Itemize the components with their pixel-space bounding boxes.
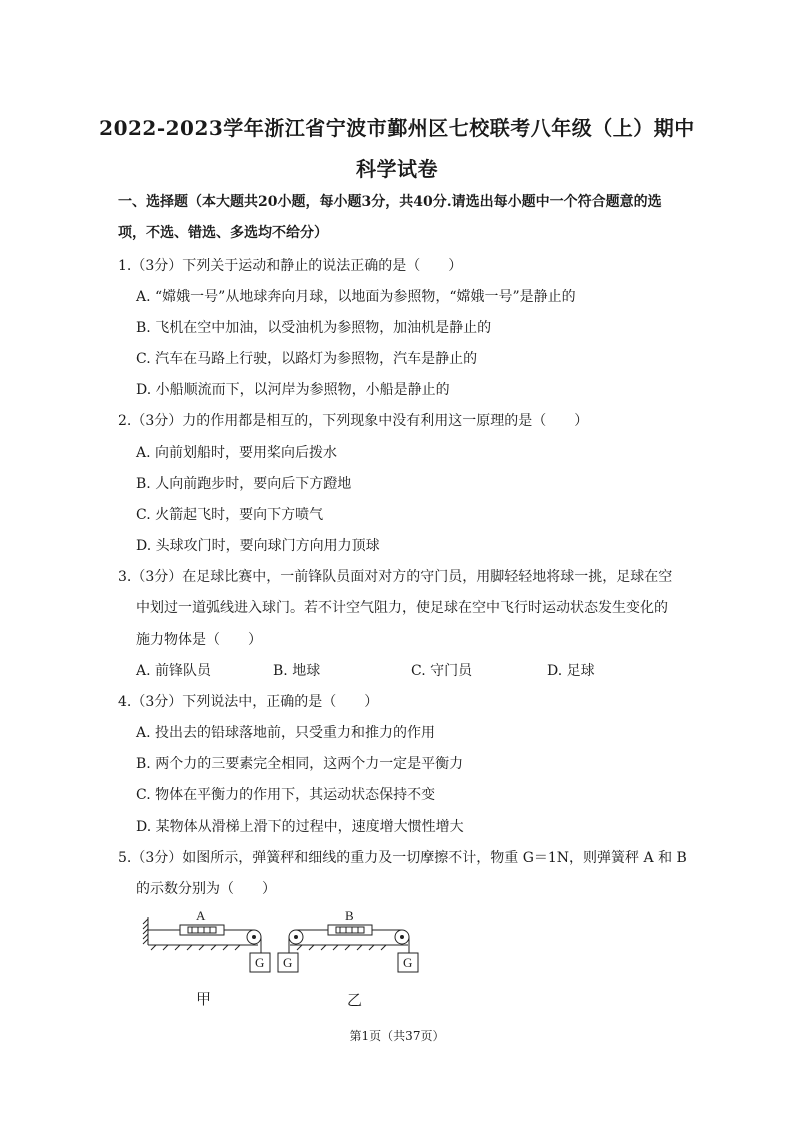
- weight-label-mid: G: [283, 955, 293, 970]
- q1-option-d: D. 小船顺流而下，以河岸为参照物，小船是静止的: [136, 382, 450, 398]
- q3-options: [136, 661, 636, 681]
- q2-option-d: D. 头球攻门时，要向球门方向用力顶球: [136, 538, 380, 554]
- q1-option-c: C. 汽车在马路上行驶，以路灯为参照物，汽车是静止的: [136, 351, 478, 367]
- spring-scale-figure: [140, 905, 430, 985]
- scale-a-label: A: [196, 908, 206, 923]
- q3-option-a: A. 前锋队员: [136, 663, 212, 679]
- weight-label-right: G: [403, 955, 413, 970]
- q5-stem-line1: 5.（3分）如图所示，弹簧秤和细线的重力及一切摩擦不计，物重 G＝1N，则弹簧秤 A 和 B: [118, 850, 687, 866]
- figure-caption-left: 甲: [196, 990, 212, 1008]
- section-heading-line2: 项，不选、错选、多选均不给分）: [118, 225, 328, 241]
- exam-title-line2: 科学试卷: [356, 157, 438, 181]
- q4-option-a: A. 投出去的铅球落地前，只受重力和推力的作用: [136, 725, 436, 741]
- q3-stem-line2: 中划过一道弧线进入球门。若不计空气阻力，使足球在空中飞行时运动状态发生变化的: [136, 600, 668, 616]
- q3-option-d: D. 足球: [547, 663, 595, 679]
- q4-option-c: C. 物体在平衡力的作用下，其运动状态保持不变: [136, 787, 436, 803]
- q4-option-b: B. 两个力的三要素完全相同，这两个力一定是平衡力: [136, 756, 464, 772]
- exam-title-line1: 2022-2023学年浙江省宁波市鄞州区七校联考八年级（上）期中: [99, 116, 695, 140]
- q3-option-b: B. 地球: [273, 663, 321, 679]
- q2-option-c: C. 火箭起飞时，要向下方喷气: [136, 507, 324, 523]
- q1-option-b: B. 飞机在空中加油，以受油机为参照物，加油机是静止的: [136, 320, 492, 336]
- weight-label-left: G: [255, 955, 265, 970]
- page-footer: 第1页（共37页）: [349, 1029, 445, 1043]
- q4-option-d: D. 某物体从滑梯上滑下的过程中，速度增大惯性增大: [136, 819, 464, 835]
- section-heading-line1: 一、选择题（本大题共20小题，每小题3分，共40分.请选出每小题中一个符合题意的选: [118, 194, 662, 210]
- q4-stem: 4.（3分）下列说法中，正确的是（ ）: [118, 694, 379, 710]
- scale-b-label: B: [345, 908, 354, 923]
- q2-option-b: B. 人向前跑步时，要向后下方蹬地: [136, 476, 352, 492]
- q2-stem: 2.（3分）力的作用都是相互的，下列现象中没有利用这一原理的是（ ）: [118, 413, 589, 429]
- q1-option-a: A. “嫦娥一号”从地球奔向月球，以地面为参照物，“嫦娥一号”是静止的: [136, 289, 576, 305]
- q3-stem-line1: 3.（3分）在足球比赛中，一前锋队员面对对方的守门员，用脚轻轻地将球一挑，足球在空: [118, 569, 673, 585]
- q3-option-c: C. 守门员: [411, 663, 473, 679]
- q2-option-a: A. 向前划船时，要用桨向后拨水: [136, 445, 338, 461]
- figure-caption-right: 乙: [347, 991, 363, 1009]
- q3-stem-line3: 施力物体是（ ）: [136, 632, 262, 648]
- q1-stem: 1.（3分）下列关于运动和静止的说法正确的是（ ）: [118, 258, 463, 274]
- q5-stem-line2: 的示数分别为（ ）: [136, 881, 276, 897]
